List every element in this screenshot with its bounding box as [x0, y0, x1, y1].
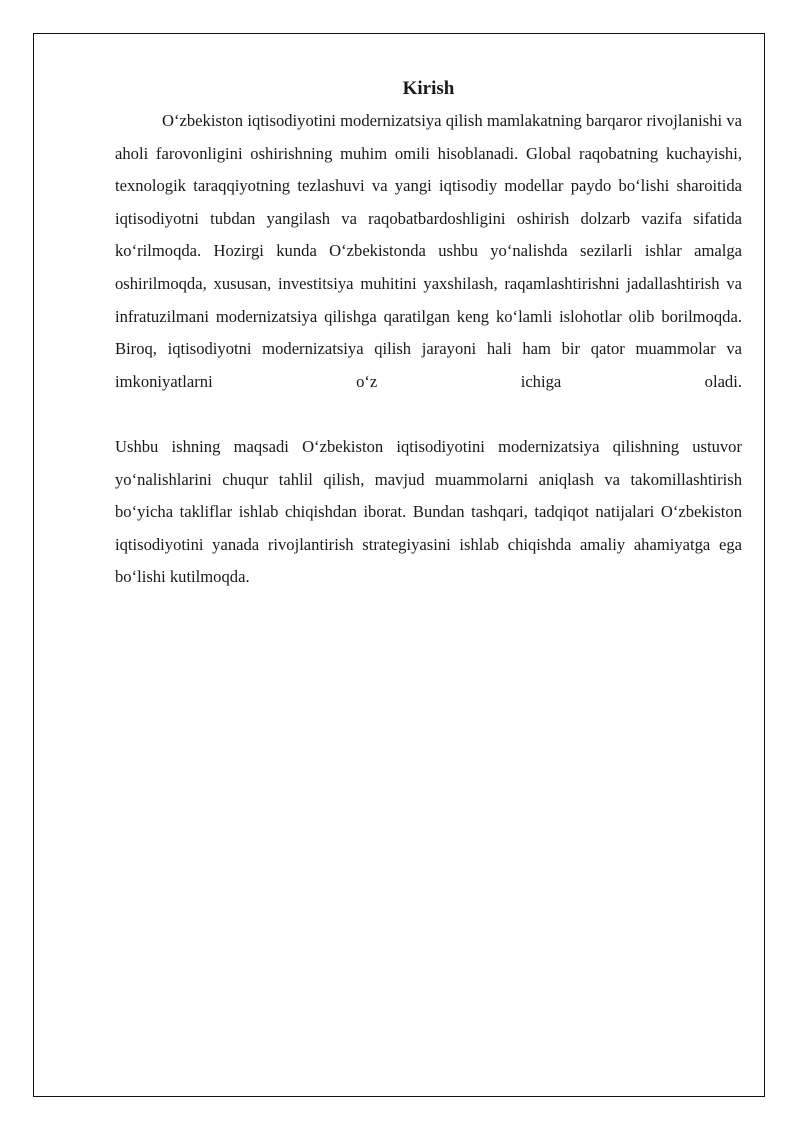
document-body — [115, 74, 742, 594]
intro-paragraph: O‘zbekiston iqtisodiyotini modernizatsiya qilish mamlakatning barqaror rivojlanishi va aholi farovonligini oshirishning muhim omili hisoblanadi. Global raqobatning kuchayishi, texnologik taraqqiyotning tezlashuvi va yangi iqtisodiy modellar paydo bo‘lishi sharoitida iqtisodiyotni tubdan yangilash va raqobatbardoshligini oshirish dolzarb vazifa sifatida ko‘rilmoqda. Hozirgi kunda O‘zbekistonda ushbu yo‘nalishda sezilarli ishlar amalga oshirilmoqda, xususan, investitsiya muhitini yaxshilash, raqamlashtirishni jadallashtirish va infratuzilmani modernizatsiya qilishga qaratilgan keng ko‘lamli islohotlar olib borilmoqda. Biroq, iqtisodiyotni modernizatsiya qilish jarayoni hali ham bir qator muammolar va imkoniyatlarni o‘z ichiga oladi. — [115, 111, 742, 391]
purpose-paragraph: Ushbu ishning maqsadi O‘zbekiston iqtisodiyotini modernizatsiya qilishning ustuvor yo‘nalishlarini chuqur tahlil qilish, mavjud muammolarni aniqlash va takomillashtirish bo‘yicha takliflar ishlab chiqishdan iborat. Bundan tashqari, tadqiqot natijalari O‘zbekiston iqtisodiyotini yanada rivojlantirish strategiyasini ishlab chiqishda amaliy ahamiyatga ega bo‘lishi kutilmoqda. — [115, 436, 742, 587]
document-title: Kirish — [402, 78, 455, 99]
